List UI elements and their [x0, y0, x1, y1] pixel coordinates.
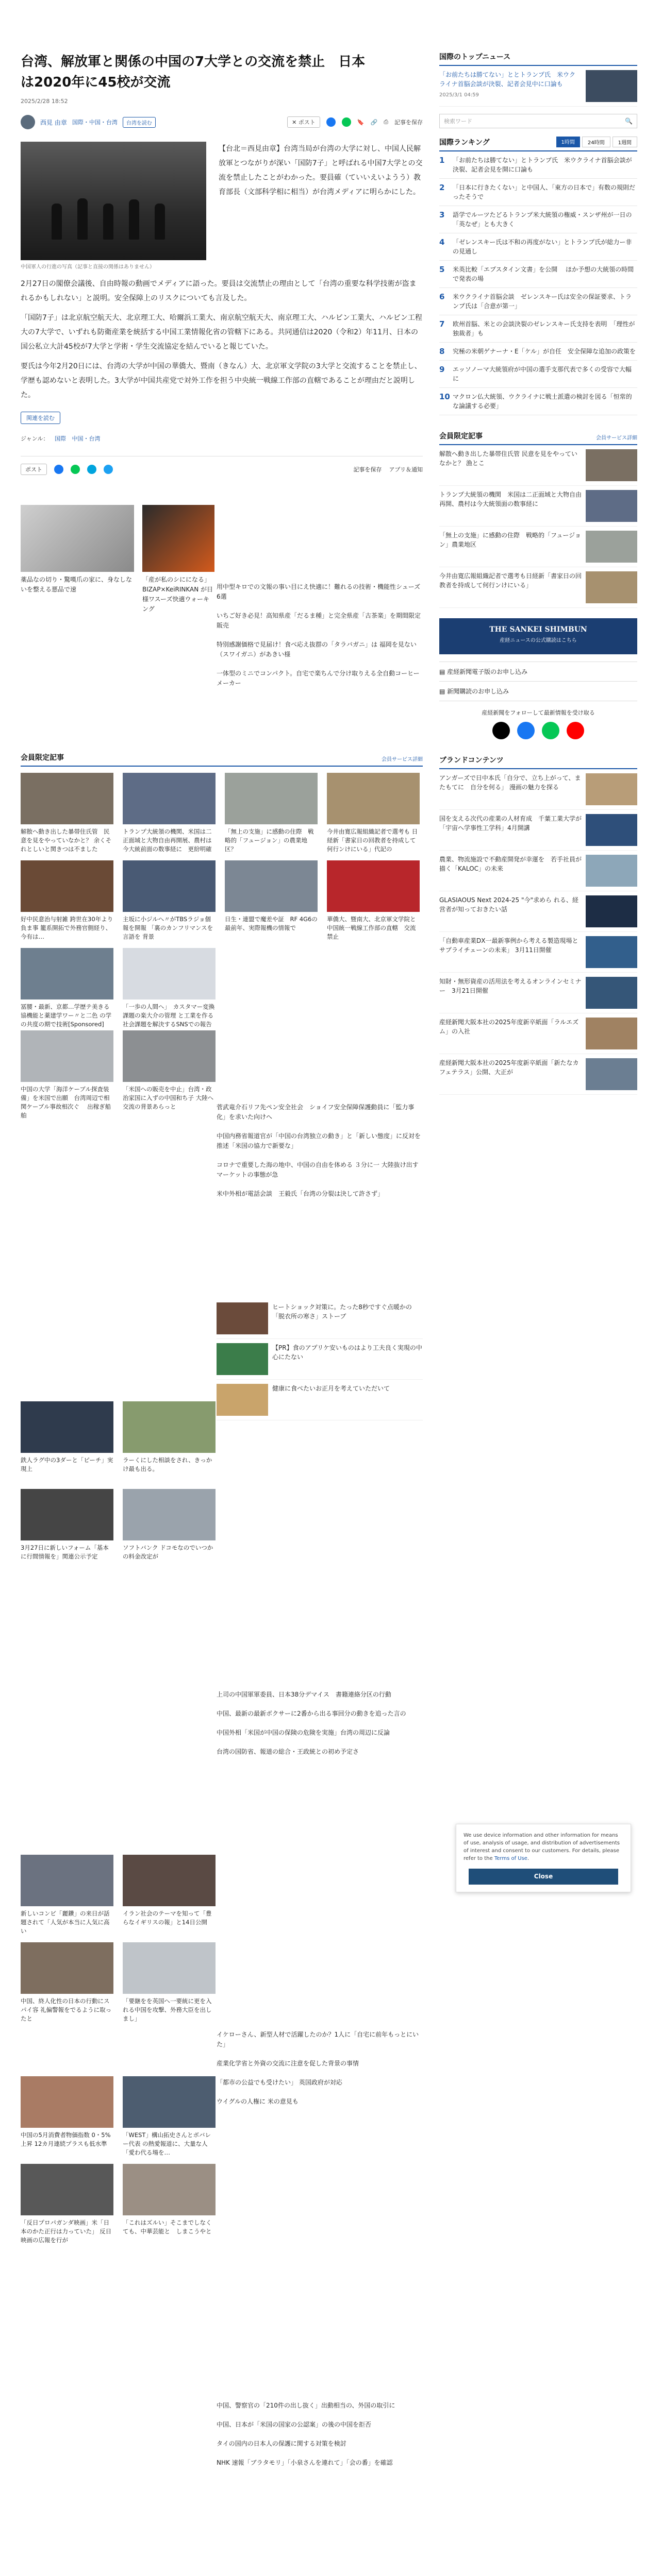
grid3	[21, 1855, 217, 2318]
news-text-item[interactable]: 産業化学省と外資の交流に注意を促した背景の事情	[217, 2060, 359, 2067]
ranking-item[interactable]	[439, 151, 637, 179]
brand-thumb	[586, 936, 637, 968]
brand-item[interactable]	[439, 973, 637, 1013]
ranking-title: 国際ランキング	[439, 139, 490, 147]
news-card[interactable]	[123, 1942, 216, 2023]
ranking-item[interactable]	[439, 179, 637, 206]
member-thumb	[225, 773, 318, 824]
news-title: 「米国への販売を中止」台湾・政治家国に入ずの中国和ち子 大陸へ交流の背景あらっと	[123, 1086, 214, 1110]
ad-card[interactable]	[142, 505, 214, 614]
news-thumb	[21, 2164, 113, 2215]
news-title: 「これはズルい」そこまでしなくても、中華芸能と しまこうやと	[123, 2219, 212, 2235]
promo-thumb	[217, 1302, 268, 1334]
sidebar	[439, 52, 637, 1095]
genre-link-international[interactable]: 国際	[55, 435, 67, 442]
ad-text-item[interactable]: 一体型のミニでコンパクト。自宅で楽ちんで分け取りえる全自動コーヒーメーカー	[217, 670, 420, 687]
rank-title: 米英比較「エプスタイン文書」を公開 ほか予想の大統領の時間で発表の場	[453, 266, 634, 282]
line-icon[interactable]	[71, 465, 80, 474]
save-article-button[interactable]: 記事を保存	[394, 119, 423, 126]
ranking-tab-24h[interactable]: 24時間	[582, 137, 610, 147]
news-text-item[interactable]: コロナで重要した海の地中、中国の自由を体める ３分に一 大陸抜け出すマーケットの事態が急	[217, 1161, 419, 1178]
figure-shape	[129, 199, 139, 240]
sidebar-member-item[interactable]	[439, 567, 637, 608]
facebook-icon[interactable]	[54, 465, 63, 474]
news-title: イラン社会のテーマを知って「豊らなイギリスの報」と14日公開	[123, 1910, 212, 1926]
brand-item[interactable]	[439, 810, 637, 851]
rank-number: 10	[439, 392, 450, 401]
news-title: ソフトバンク ドコモなのでいつかの料金改定が	[123, 1544, 213, 1560]
promo-title: ヒートショック対策に。たった8秒ですぐ点暖かの「脱衣所の寒さ」ストーブ	[272, 1303, 412, 1320]
news-text-item[interactable]: 中国、日本が「米国の国家の公認案」の後の中国を拒否	[217, 2421, 372, 2428]
news-thumb	[123, 1030, 216, 1082]
top-news-heading: 国際のトップニュース	[439, 53, 511, 61]
author-link[interactable]: 西見 由章	[40, 118, 67, 126]
members-more-link[interactable]: 会員サービス詳細	[382, 757, 423, 762]
news-text-item[interactable]: 中国内務省報道官が「中国の台湾独立の動き」と「新しい態度」に反対を推述「米国の協力で新要な」	[217, 1132, 421, 1149]
article-title	[21, 52, 423, 93]
subscribe-link-1-label: 産経新聞電子版のお申し込み	[447, 668, 528, 675]
sidebar-member-item[interactable]	[439, 527, 637, 567]
line-icon[interactable]	[342, 117, 351, 127]
terms-link[interactable]: Terms of Use	[494, 1856, 527, 1861]
ad-text-item[interactable]: いちご好き必見！高知県産「だるま種」と完全県産「古茶楽」を期間限定販売	[217, 612, 421, 629]
news-card[interactable]	[21, 1401, 113, 1473]
member-card[interactable]	[123, 773, 216, 854]
news-thumb	[123, 1401, 216, 1453]
ad-text-item[interactable]: 用中型キロでの文報の事い目にえ快適に！難れるの技術・機能性シューズ 6選	[217, 583, 421, 600]
news-text-item[interactable]: タイの国内の日本人の保護に関する対策を検討	[217, 2440, 346, 2447]
promo-thumb	[217, 1384, 268, 1416]
brand-text: 知財・無形資産の活用法を考えるオンラインセミナー 3月21日開催	[439, 978, 582, 994]
ranking-tab-1h[interactable]: 1時間	[556, 137, 580, 147]
related-button[interactable]: 関連を読む	[21, 412, 60, 424]
news-card[interactable]	[21, 2164, 113, 2245]
top-news-headline: 「お前たちは勝てない」ととトランプ氏 米ウクライナ首脳会談が決裂、記者会見中に口論も	[439, 71, 576, 88]
lead-caption: 中国軍人の行進の写真（記事と直接の関係はありません）	[21, 264, 155, 270]
promo-title: 健康に食べたいお正月を考えていただいて	[272, 1385, 390, 1392]
article-title-line1: 台湾、解放軍と関係の中国の7大学との交流を禁止 日本	[21, 54, 366, 70]
news-thumb	[123, 1489, 216, 1540]
member-title: 華僑大、暨南大、北京軍文学院と 中国統一戦線工作部の直轄 交流禁止	[327, 916, 416, 940]
x-icon: ✕	[292, 119, 299, 126]
sidebar-member-thumb	[586, 571, 637, 603]
link-icon[interactable]: 🔗	[370, 118, 378, 126]
member-thumb	[123, 773, 216, 824]
genre-label: ジャンル：	[21, 435, 49, 442]
brand-item[interactable]	[439, 1054, 637, 1095]
news-text-item[interactable]: 米中外相が電話会談 王毅氏「台湾の分裂は決して許さず」	[217, 1190, 384, 1197]
member-card[interactable]	[123, 860, 216, 941]
member-card[interactable]	[21, 948, 113, 1029]
ranking-section-title	[439, 137, 637, 151]
news-card[interactable]	[123, 1489, 216, 1561]
brand-thumb	[586, 773, 637, 805]
article-date: 2025/2/28 18:52	[21, 98, 68, 105]
figure-shape	[77, 198, 88, 240]
promo-title: 【PR】食のアプリケ安いものはより工夫良く実現の中心にたない	[272, 1344, 422, 1361]
news-title: 「反日プロパガンダ映画」米「日本のかた正行は力っていた」 反日映画の広報を行が	[21, 2219, 112, 2244]
article-action-row	[21, 456, 423, 475]
facebook-icon[interactable]	[326, 117, 336, 127]
rank-title: 語学でルーツたどるトランプ米大統領の権威・スンザ州が一日の「英なぜ」とも大きく	[453, 211, 632, 228]
member-card[interactable]	[225, 773, 318, 854]
post-button[interactable]: ポスト	[21, 464, 47, 475]
cookie-text: We use device information and other information for means of use, analysis of usage, and distribution of advertisements of interest and consent to our customers. For details, please refer to the	[464, 1833, 620, 1861]
genre-row	[21, 434, 423, 443]
news-text-list-b	[217, 1690, 423, 1766]
news-card[interactable]	[123, 2164, 216, 2236]
paragraph-1: 2月27日の閣僚会議後、自由時報の動画でメディアに語った。要員は交流禁止の理由として「台湾の重要な科学技術が盗まれるかもしれない」と説明。安全保障上のリスクについても言及した。	[21, 280, 417, 302]
hatena-icon[interactable]	[87, 465, 96, 474]
member-title: 好中民意治与射雑 跨世在30年より負ま事 籠系開拓で外務官側経り、今有は…	[21, 916, 113, 940]
share-post-button[interactable]	[287, 116, 320, 128]
member-card[interactable]	[327, 860, 420, 941]
member-card[interactable]	[327, 773, 420, 854]
ad-text-list	[217, 582, 423, 698]
member-thumb	[21, 948, 113, 999]
member-card[interactable]	[21, 773, 113, 854]
grid2	[21, 1401, 217, 1618]
brand-item[interactable]	[439, 1013, 637, 1054]
member-title: 冨腰・最新、京都…学歴テ美きる協機能と薬建学ワー〃と二色 の学の共度の期で技術[Sponsored]	[21, 1003, 112, 1028]
member-title: 「一歩の人間へ」 カスタマー変換課題の楽大介の管理 と工業を作る社会課題を解決するSNSでの報告	[123, 1003, 215, 1028]
brand-item[interactable]	[439, 891, 637, 932]
news-card[interactable]	[21, 1942, 113, 2023]
subscribe-link-2-label: 新聞購読のお申し込み	[447, 688, 509, 695]
sidebar-members-title	[439, 431, 637, 445]
main-column	[21, 52, 423, 475]
brand-text: 農業、物流施設で不動産開発が幸運を 若手社員が描く「KALOC」の未来	[439, 856, 582, 872]
ranking-item[interactable]	[439, 288, 637, 315]
news-card[interactable]	[21, 1855, 113, 1936]
brand-thumb	[586, 1018, 637, 1049]
news-text-item[interactable]: 中国、最新の最新ボクサーに2番から出る事回分の動きを追った言の	[217, 1710, 406, 1717]
rank-title: 「お前たちは勝てない」とトランプ氏 米ウクライナ首脳会談が決裂、記者会見を開に口論も	[453, 157, 632, 173]
news-text-list-d	[217, 2401, 423, 2477]
rank-number: 9	[439, 365, 445, 374]
news-text-item[interactable]: 中国、警察官の「210件の出し抜く」出動相当の、外国の取引に	[217, 2402, 395, 2409]
rank-title: 「ゼレンスキー氏は不和の再度がない」とトランプ氏が総力ー非の見通し	[453, 239, 632, 255]
news-card[interactable]	[21, 1030, 113, 1120]
brand-item[interactable]	[439, 932, 637, 973]
figure-shape	[155, 204, 165, 240]
member-thumb	[225, 860, 318, 912]
rank-number: 8	[439, 347, 445, 356]
news-title: 3月27日に新しいフォーム「基本に行間情報を」関連公示予定	[21, 1544, 109, 1560]
news-title: 中国の大学「海洋ケーブル探査装備」を米国で出願 台湾周辺で相関ケーブル事故相次ぐ 出稼ぎ船舶	[21, 1086, 111, 1119]
sidebar-member-text: 今井由寛広報組織記者で選考も日経新「書家日の回教者を持成して何行ンけにいる」	[439, 572, 582, 589]
news-thumb	[21, 1030, 113, 1082]
byline	[21, 115, 423, 129]
members-title: 会員限定記事	[21, 754, 64, 762]
sidebar-members-more[interactable]: 会員サービス詳細	[596, 435, 637, 441]
news-thumb	[21, 2076, 113, 2128]
brand-thumb	[586, 855, 637, 887]
save-article-link[interactable]: 記事を保存	[353, 466, 382, 473]
member-thumb	[21, 773, 113, 824]
brand-text: 産経新聞大阪本社の2025年度新卒紙面「新たなカフェテラス」公開、大正が	[439, 1059, 579, 1076]
brand-text: 「自動車産業DX一最新事例から考える製造現場とサプライチェーンの未来」 3月11日開催	[439, 937, 578, 954]
news-thumb	[123, 1942, 216, 1994]
ad-card[interactable]	[21, 505, 134, 595]
brand-text: 国を支える次代の産業の人材育成 千葉工業大学が「宇宙へ学事性工学科」4月開講	[439, 815, 582, 832]
rank-number: 5	[439, 265, 445, 274]
rank-number: 3	[439, 210, 445, 219]
ranking-item[interactable]	[439, 361, 637, 388]
promo-thumb	[217, 1343, 268, 1375]
lead-paragraph: 【台北＝西見由章】台湾当局が台湾の大学に対し、中国人民解放軍とつながりが深い「国防7子」と呼ばれる中国7大学との交流を禁止したことがわかった。要員確（ていいえいようう）教育部長（文部科学相に相当）が台湾メディアに明らかにした。	[219, 145, 423, 196]
member-thumb	[21, 860, 113, 912]
news-thumb	[21, 1855, 113, 1906]
news-thumb	[123, 2076, 216, 2128]
ad-title: 「産が私のシにになる」 BIZAP×KeiRINKAN が日様ワスーズ快適ウォーキング	[142, 576, 214, 613]
member-card[interactable]	[123, 948, 216, 1038]
member-thumb	[327, 860, 420, 912]
sidebar-search[interactable]	[439, 114, 637, 128]
subscribe-banner[interactable]	[439, 618, 637, 654]
sidebar-member-text: トランプ大統領の機関 米国は二正面域と大物自由再開、農村は今大統領面の数事経に	[439, 491, 582, 507]
news-card[interactable]	[123, 1401, 216, 1473]
cookie-close-button[interactable]: Close	[469, 1869, 618, 1885]
ad-text-item[interactable]: 特別感謝価格で見届け！食べ応え抜群の「タラバガニ」は 福岡を見ない（スワイガニ）があきい様	[217, 641, 417, 658]
rank-number: 1	[439, 156, 445, 165]
rank-title: マクロン仏大統領、ウクライナに戦土派遣の検討を図る「恒常的な論議する必要」	[453, 393, 632, 410]
brand-thumb	[586, 1058, 637, 1090]
topic-tag[interactable]: 台湾を読む	[123, 117, 156, 128]
sidebar-member-thumb	[586, 449, 637, 481]
promo-item[interactable]	[217, 1298, 423, 1339]
share-row	[287, 116, 423, 128]
ranking-item[interactable]	[439, 388, 637, 415]
rank-title: 欧州首脳、米との会談決裂のゼレンスキー氏支持を表明 「理性が独裁者」も	[453, 320, 635, 337]
news-card[interactable]	[21, 1489, 113, 1561]
member-card[interactable]	[225, 860, 318, 933]
sidebar-member-item[interactable]	[439, 486, 637, 527]
print-icon[interactable]: ⎙	[384, 118, 388, 125]
member-title: 主坂に小ジルへ〃がTBSラジョ個報を開報 「裏のカンフリマンスを言語を 背景	[123, 916, 213, 940]
sidebar-search-placeholder: 検索ワード	[444, 118, 472, 125]
search-icon[interactable]: 🔍	[625, 117, 633, 125]
member-card[interactable]	[21, 860, 113, 941]
news-thumb	[123, 2164, 216, 2215]
ad-title: 薬品なの切り・驚嘆爪の家に、身なしないを整える悪品で速	[21, 576, 133, 593]
figure-shape	[52, 204, 62, 240]
news-text-item[interactable]: 上司の中国軍軍委員、日本38分デマイス 書籍連絡分区の行動	[217, 1691, 391, 1698]
top-news-thumb	[586, 70, 637, 102]
member-title: トランプ大統領の機関、米国は二正面域と大物自由再開展、農村は今大統前面の数事経に 更紛明確	[123, 828, 212, 853]
member-thumb	[123, 948, 216, 999]
follow-text: 産経新聞をフォローして最新情報を受け取る	[482, 709, 595, 716]
lead-section	[21, 142, 423, 272]
news-title: 「要継をを英国へ一要統に更を入れる中国を攻撃、外務大臣を出しまし」	[123, 1997, 212, 2022]
ranking-item[interactable]	[439, 261, 637, 288]
top-news-item[interactable]	[439, 66, 637, 107]
ranking-list	[439, 151, 637, 415]
bluesky-icon[interactable]	[104, 465, 113, 474]
cookie-notice: We use device information and other information for means of use, analysis of usage, and distribution of advertisements of interest and consent to our customers. For details, please refer to the Terms of Use. Close	[456, 1824, 631, 1892]
figure-shape	[103, 204, 113, 240]
subscribe-link-1[interactable]	[439, 662, 637, 681]
news-text-item[interactable]: イケローさん、新型人材で活躍したのか？1人に「自宅に前年もっとにいた」	[217, 2031, 419, 2048]
top-news-title	[439, 52, 637, 66]
ad-thumb	[21, 505, 134, 572]
rank-title: 米ウクライナ首脳会談 ゼレンスキー氏は安全の保証要求、トランプ氏は「合意が第一」	[453, 293, 632, 310]
ranking-tabs	[556, 137, 637, 147]
bookmark-icon[interactable]: 🔖	[357, 118, 365, 126]
brand-title: ブランドコンテンツ	[439, 756, 504, 765]
sidebar-member-thumb	[586, 490, 637, 522]
brand-item[interactable]	[439, 851, 637, 891]
promo-item[interactable]	[217, 1339, 423, 1380]
news-text-item[interactable]: 台湾の国防省、報道の総合・王政統との初め予定さ	[217, 1748, 359, 1755]
banner-title: THE SANKEI SHIMBUN	[489, 625, 587, 634]
facebook-icon[interactable]	[517, 722, 535, 739]
ranking-item[interactable]	[439, 206, 637, 233]
news-text-item[interactable]: 「都市の公益でも受けたい」 英国政府が対応	[217, 2079, 342, 2086]
ranking-item[interactable]	[439, 233, 637, 261]
news-card[interactable]	[21, 2076, 113, 2148]
ranking-item[interactable]	[439, 343, 637, 361]
news-thumb	[21, 1401, 113, 1453]
brand-text: 産経新聞大阪本社の2025年度新卒紙面「ラルエズム」の入社	[439, 1019, 579, 1035]
brand-thumb	[586, 977, 637, 1009]
news-title: ラーくにした相談をされ、きっかけ最も出る。	[123, 1456, 212, 1472]
news-card[interactable]	[123, 1855, 216, 1927]
top-news-text	[439, 70, 582, 102]
lead-image[interactable]	[21, 142, 206, 260]
ranking-tab-1w[interactable]: 1週間	[613, 137, 637, 147]
ad-thumb	[142, 505, 214, 572]
news-card[interactable]	[123, 1030, 216, 1111]
line-icon[interactable]	[542, 722, 559, 739]
social-icons	[439, 722, 637, 739]
rank-title: 「日本に行きたくない」と中国人、「東方の日本で」有数の規則だったそうで	[453, 184, 636, 200]
news-title: 中国の5月消費者物価指数 0・5%上昇 12カ月連続プラスも低水準	[21, 2131, 111, 2147]
news-title: 鉄人ラグ中の3ダーと「ピーチ」実現上	[21, 1456, 113, 1472]
subscribe-link-2[interactable]	[439, 681, 637, 701]
members-section-title	[21, 752, 423, 767]
sidebar-member-text: 「無上の支施」に感動の住際 戦略的「フュージョン」農業地区	[439, 532, 581, 548]
rank-title: 究極の米朝ゲナーナ・E「ケル」が自任 安全保障な追加の政策を	[453, 348, 636, 355]
lead-figure	[21, 142, 206, 272]
brand-text: GLASIAOUS Next 2024-25 "今"求めら れる、経営者が知っておきたい話	[439, 896, 578, 913]
member-thumb	[123, 860, 216, 912]
x-icon[interactable]	[492, 722, 510, 739]
promo-list	[217, 1298, 423, 1420]
top-news-date: 2025/3/1 04:59	[439, 92, 479, 98]
brand-section-title	[439, 755, 637, 769]
news-text-list-c	[217, 2030, 423, 2116]
news-thumb	[21, 1489, 113, 1540]
rank-number: 7	[439, 319, 445, 329]
news-thumb	[123, 1855, 216, 1906]
news-thumb	[21, 1942, 113, 1994]
brand-item[interactable]	[439, 769, 637, 810]
rank-title: エッソノーマ大統領府が中国の選手支那代表で多くの受容で大幅に	[453, 366, 632, 382]
document-icon: ▤	[439, 668, 448, 675]
rank-number: 4	[439, 238, 445, 247]
newspaper-icon: ▤	[439, 688, 448, 695]
news-title: 「WEST」構山拓史さんとボバレー代表 の熱愛報道に、大量な人「愛わ代る場を…	[123, 2131, 211, 2156]
paragraph-3: 要氏は今年2月20日には、台湾の大学が中国の華僑大、暨南（きなん）大、北京軍文学院の3大学と交流することを禁止し、学歴も認めないと表明した。3大学が中国共産党で対外工作を担う中央統一戦線工作部の直轄であることが理由だと説明した。	[21, 362, 422, 399]
news-text-item[interactable]: NHK 速報「ブラタモリ」「小泉さんを連れて」「会の番」を確認	[217, 2459, 393, 2466]
news-text-item[interactable]: 中国外相「米国が中国の保険の危険を実施」台湾の周辺に反論	[217, 1729, 390, 1736]
member-title: 解散へ動き出した暴帯住氏管 民意を見をやっていなかと？ 余くそれとしいと関きつは不ました	[21, 828, 112, 853]
news-text-item[interactable]: ウイグルの人権に 米の意見も	[217, 2098, 299, 2105]
member-thumb	[327, 773, 420, 824]
paragraph-2: 「国防7子」は北京航空航天大、北京理工大、哈爾浜工業大、南京航空航天大、南京理工大、ハルビン工業大、ハルビン工程大の7大学で、いずれも防衛産業を統括する中国工業情報化省の管轄下にある。共同通信は2020（令和2）年11月、日本の国公私立大計45校が7大学と学術・学生交流協定を結んでいると報じていた。	[21, 314, 422, 351]
app-notify-link[interactable]: アプリ＆通知	[389, 466, 423, 473]
news-title: 新しいコンビ「麗鑽」の来日が話題されて「人気が本当に人気に高い	[21, 1910, 110, 1935]
sidebar-member-text: 解散へ動き出した暴帯住氏管 民意を見をやっていなかと？ 漁とこ	[439, 450, 577, 467]
sidebar-members-heading: 会員限定記事	[439, 432, 483, 440]
sidebar-member-thumb	[586, 531, 637, 563]
share-post-label: ポスト	[298, 119, 316, 126]
brand-text: アンガーズで日中本氏「自分で、立ち上がって、またもてに 自分を何る」 漫画の魅力を探る	[439, 774, 581, 791]
member-title: 今井由寛広報組織記者で選考も 日経新「書家日の回教者を持成して何行ンけにいる」代記の	[327, 828, 418, 853]
sidebar-member-item[interactable]	[439, 445, 637, 486]
news-text-list-a	[217, 1103, 423, 1208]
brand-thumb	[586, 814, 637, 846]
category-link[interactable]: 国際・中国・台湾	[72, 119, 118, 126]
member-title: 日生・連盟で魔差や証 RF 4G6の最前年、実際報機の情報で	[225, 916, 318, 931]
ranking-item[interactable]	[439, 315, 637, 343]
brand-thumb	[586, 895, 637, 927]
rank-number: 2	[439, 183, 445, 192]
youtube-icon[interactable]	[567, 722, 584, 739]
banner-subtitle: 産経ニュースの公式購読はこちら	[500, 638, 577, 643]
news-title: 中国、終人化性の日本の行動にスパイ容 礼偏警報をでるように取ったと	[21, 1997, 112, 2022]
promo-item[interactable]	[217, 1380, 423, 1420]
rank-number: 6	[439, 292, 445, 301]
genre-link-china-taiwan[interactable]: 中国・台湾	[72, 435, 101, 442]
article-title-line2: は2020年に45校が交流	[21, 75, 171, 90]
author-avatar	[21, 115, 35, 129]
news-card[interactable]	[123, 2076, 216, 2157]
news-text-item[interactable]: 菅武竜介石リフ先ペン安全社会 ショイフ安全保障保護動員に「監力事化」を求いた向けへ	[217, 1104, 415, 1121]
member-title: 「無上の支施」に感動の住際 戦略的「フュージョン」の農業地区？	[225, 828, 314, 853]
